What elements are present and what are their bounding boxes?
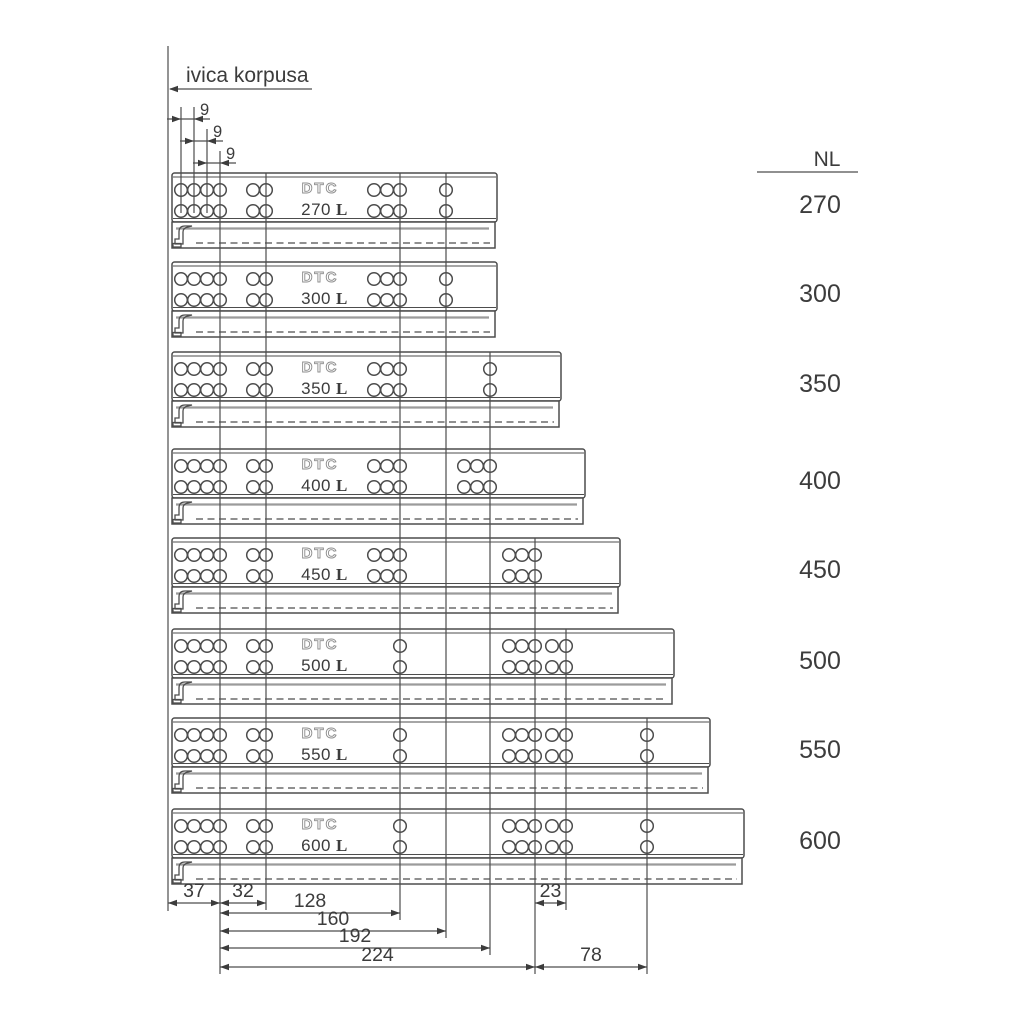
dim-label: 37: [183, 880, 205, 902]
mounting-hole: [516, 750, 529, 763]
mounting-hole: [368, 481, 381, 494]
mounting-hole: [247, 640, 260, 653]
rail-400: [172, 449, 841, 524]
mounting-hole: [516, 549, 529, 562]
mounting-hole: [188, 273, 201, 286]
dim-label: 192: [338, 925, 372, 947]
mounting-hole: [368, 184, 381, 197]
size-number: 400: [301, 476, 331, 495]
dtc-logo: DTC: [301, 545, 339, 562]
mounting-hole: [247, 481, 260, 494]
size-unit-letter: L: [336, 476, 348, 495]
dimension-9-207: [193, 145, 236, 166]
mounting-hole: [188, 820, 201, 833]
mounting-hole: [188, 481, 201, 494]
nl-value: 600: [799, 827, 841, 855]
mounting-hole: [188, 661, 201, 674]
mounting-hole: [247, 273, 260, 286]
mounting-hole: [368, 549, 381, 562]
mounting-hole: [201, 661, 214, 674]
dimension-9-181: [167, 101, 210, 122]
mounting-hole: [247, 460, 260, 473]
size-number: 500: [301, 656, 331, 675]
mounting-hole: [381, 481, 394, 494]
arrowhead-left: [220, 900, 229, 907]
nl-value: 350: [799, 370, 841, 398]
size-number: 300: [301, 289, 331, 308]
mounting-hole: [247, 549, 260, 562]
mounting-hole: [381, 384, 394, 397]
mounting-hole: [201, 549, 214, 562]
mounting-hole: [503, 729, 516, 742]
mounting-hole: [188, 750, 201, 763]
mounting-hole: [503, 570, 516, 583]
mounting-hole: [201, 460, 214, 473]
dtc-logo: DTC: [301, 269, 339, 286]
mounting-hole: [503, 640, 516, 653]
dim-label: 32: [232, 880, 254, 902]
mounting-hole: [546, 841, 559, 854]
mounting-hole: [503, 841, 516, 854]
mounting-hole: [503, 549, 516, 562]
arrowhead-left: [220, 928, 229, 935]
mounting-hole: [471, 460, 484, 473]
dimension-23: [535, 880, 566, 906]
edge-label: ivica korpusa: [186, 64, 309, 87]
rail-lower-profile: [172, 858, 742, 884]
arrowhead-left: [535, 964, 544, 971]
dim-label: 9: [200, 101, 210, 119]
mounting-hole: [188, 363, 201, 376]
mounting-hole: [188, 549, 201, 562]
mounting-hole: [175, 384, 188, 397]
mounting-hole: [516, 841, 529, 854]
mounting-hole: [368, 273, 381, 286]
arrowhead-right: [391, 910, 400, 917]
dim-label: 160: [316, 908, 350, 930]
mounting-hole: [175, 549, 188, 562]
mounting-hole: [201, 729, 214, 742]
mounting-hole: [175, 481, 188, 494]
mounting-hole: [201, 384, 214, 397]
mounting-hole: [458, 460, 471, 473]
arrowhead-right: [185, 138, 194, 145]
rail-lower-profile: [172, 767, 708, 793]
mounting-hole: [546, 640, 559, 653]
nl-value: 300: [799, 280, 841, 308]
mounting-hole: [201, 481, 214, 494]
rail-lower-profile: [172, 401, 559, 427]
size-unit-letter: L: [336, 565, 348, 584]
mounting-hole: [381, 570, 394, 583]
mounting-hole: [546, 750, 559, 763]
mounting-hole: [516, 640, 529, 653]
mounting-hole: [516, 661, 529, 674]
mounting-hole: [381, 460, 394, 473]
rail-550: [172, 718, 841, 793]
mounting-hole: [175, 273, 188, 286]
mounting-hole: [201, 841, 214, 854]
mounting-hole: [175, 750, 188, 763]
rails-group: [172, 173, 841, 884]
rail-lower-profile: [172, 587, 618, 613]
mounting-hole: [175, 661, 188, 674]
nl-value: 550: [799, 736, 841, 764]
mounting-hole: [368, 384, 381, 397]
mounting-hole: [175, 570, 188, 583]
mounting-hole: [201, 363, 214, 376]
mounting-hole: [188, 729, 201, 742]
size-unit-letter: L: [336, 200, 348, 219]
rail-lower-profile: [172, 498, 583, 524]
mounting-hole: [381, 184, 394, 197]
arrowhead-right: [638, 964, 647, 971]
mounting-hole: [247, 570, 260, 583]
dim-label: 9: [213, 123, 223, 141]
mounting-hole: [247, 750, 260, 763]
size-unit-letter: L: [336, 656, 348, 675]
mounting-hole: [368, 294, 381, 307]
arrowhead-right: [198, 160, 207, 167]
mounting-hole: [201, 820, 214, 833]
size-unit-letter: L: [336, 379, 348, 398]
dtc-logo: DTC: [301, 725, 339, 742]
edge-leader-arrowhead: [169, 86, 178, 93]
mounting-hole: [368, 205, 381, 218]
nl-value: 450: [799, 556, 841, 584]
rail-body: [172, 352, 561, 401]
mounting-hole: [201, 640, 214, 653]
rail-lower-profile: [172, 678, 672, 704]
mounting-hole: [201, 570, 214, 583]
mounting-hole: [381, 363, 394, 376]
mounting-hole: [247, 820, 260, 833]
dim-label: 78: [580, 944, 602, 966]
mounting-hole: [175, 294, 188, 307]
rail-500: [172, 629, 841, 704]
dim-label: 23: [539, 880, 562, 902]
mounting-hole: [247, 294, 260, 307]
dtc-logo: DTC: [301, 816, 339, 833]
arrowhead-right: [257, 900, 266, 907]
mounting-hole: [546, 820, 559, 833]
mounting-hole: [247, 205, 260, 218]
dtc-logo: DTC: [301, 636, 339, 653]
mounting-hole: [175, 729, 188, 742]
dimension-160: [220, 908, 446, 934]
arrowhead-left: [168, 900, 177, 907]
mounting-hole: [381, 205, 394, 218]
mounting-hole: [546, 729, 559, 742]
size-number: 600: [301, 836, 331, 855]
size-number: 270: [301, 200, 331, 219]
mounting-hole: [503, 750, 516, 763]
mounting-hole: [175, 841, 188, 854]
mounting-hole: [368, 363, 381, 376]
arrowhead-right: [437, 928, 446, 935]
mounting-hole: [368, 570, 381, 583]
mounting-hole: [458, 481, 471, 494]
mounting-hole: [188, 460, 201, 473]
nl-header: NL: [813, 148, 841, 171]
mounting-hole: [247, 363, 260, 376]
mounting-hole: [175, 640, 188, 653]
dim-label: 9: [226, 145, 236, 163]
dimension-9-194: [180, 123, 223, 144]
rail-300: [172, 262, 841, 337]
size-unit-letter: L: [336, 836, 348, 855]
arrowhead-right: [481, 945, 490, 952]
nl-value: 400: [799, 467, 841, 495]
arrowhead-right: [526, 964, 535, 971]
size-number: 350: [301, 379, 331, 398]
arrowhead-left: [220, 964, 229, 971]
mounting-hole: [201, 294, 214, 307]
mounting-hole: [201, 273, 214, 286]
nl-value: 270: [799, 191, 841, 219]
mounting-hole: [175, 363, 188, 376]
size-number: 550: [301, 745, 331, 764]
dim-label: 224: [361, 944, 394, 966]
size-unit-letter: L: [336, 745, 348, 764]
mounting-hole: [188, 841, 201, 854]
mounting-hole: [201, 750, 214, 763]
dim-label: 128: [293, 890, 327, 912]
mounting-hole: [471, 481, 484, 494]
mounting-hole: [175, 460, 188, 473]
mounting-hole: [381, 294, 394, 307]
mounting-hole: [175, 820, 188, 833]
mounting-hole: [381, 549, 394, 562]
rail-450: [172, 538, 841, 613]
mounting-hole: [247, 841, 260, 854]
mounting-hole: [188, 384, 201, 397]
dimension-192: [220, 925, 490, 951]
mounting-hole: [516, 570, 529, 583]
mounting-hole: [247, 184, 260, 197]
arrowhead-left: [220, 910, 229, 917]
mounting-hole: [188, 640, 201, 653]
rail-350: [172, 352, 841, 427]
mounting-hole: [516, 729, 529, 742]
mounting-hole: [247, 661, 260, 674]
mounting-hole: [368, 460, 381, 473]
mounting-hole: [188, 570, 201, 583]
mounting-hole: [546, 661, 559, 674]
nl-value: 500: [799, 647, 841, 675]
mounting-hole: [188, 294, 201, 307]
size-number: 450: [301, 565, 331, 584]
rail-270: [172, 173, 841, 248]
dtc-logo: DTC: [301, 180, 339, 197]
mounting-hole: [247, 384, 260, 397]
size-unit-letter: L: [336, 289, 348, 308]
arrowhead-right: [172, 116, 181, 123]
dtc-logo: DTC: [301, 456, 339, 473]
mounting-hole: [247, 729, 260, 742]
mounting-hole: [516, 820, 529, 833]
mounting-hole: [503, 820, 516, 833]
mounting-hole: [381, 273, 394, 286]
dimension-78: [535, 944, 647, 970]
mounting-hole: [503, 661, 516, 674]
arrowhead-left: [220, 945, 229, 952]
dtc-logo: DTC: [301, 359, 339, 376]
arrowhead-right: [211, 900, 220, 907]
rail-600: [172, 809, 841, 884]
